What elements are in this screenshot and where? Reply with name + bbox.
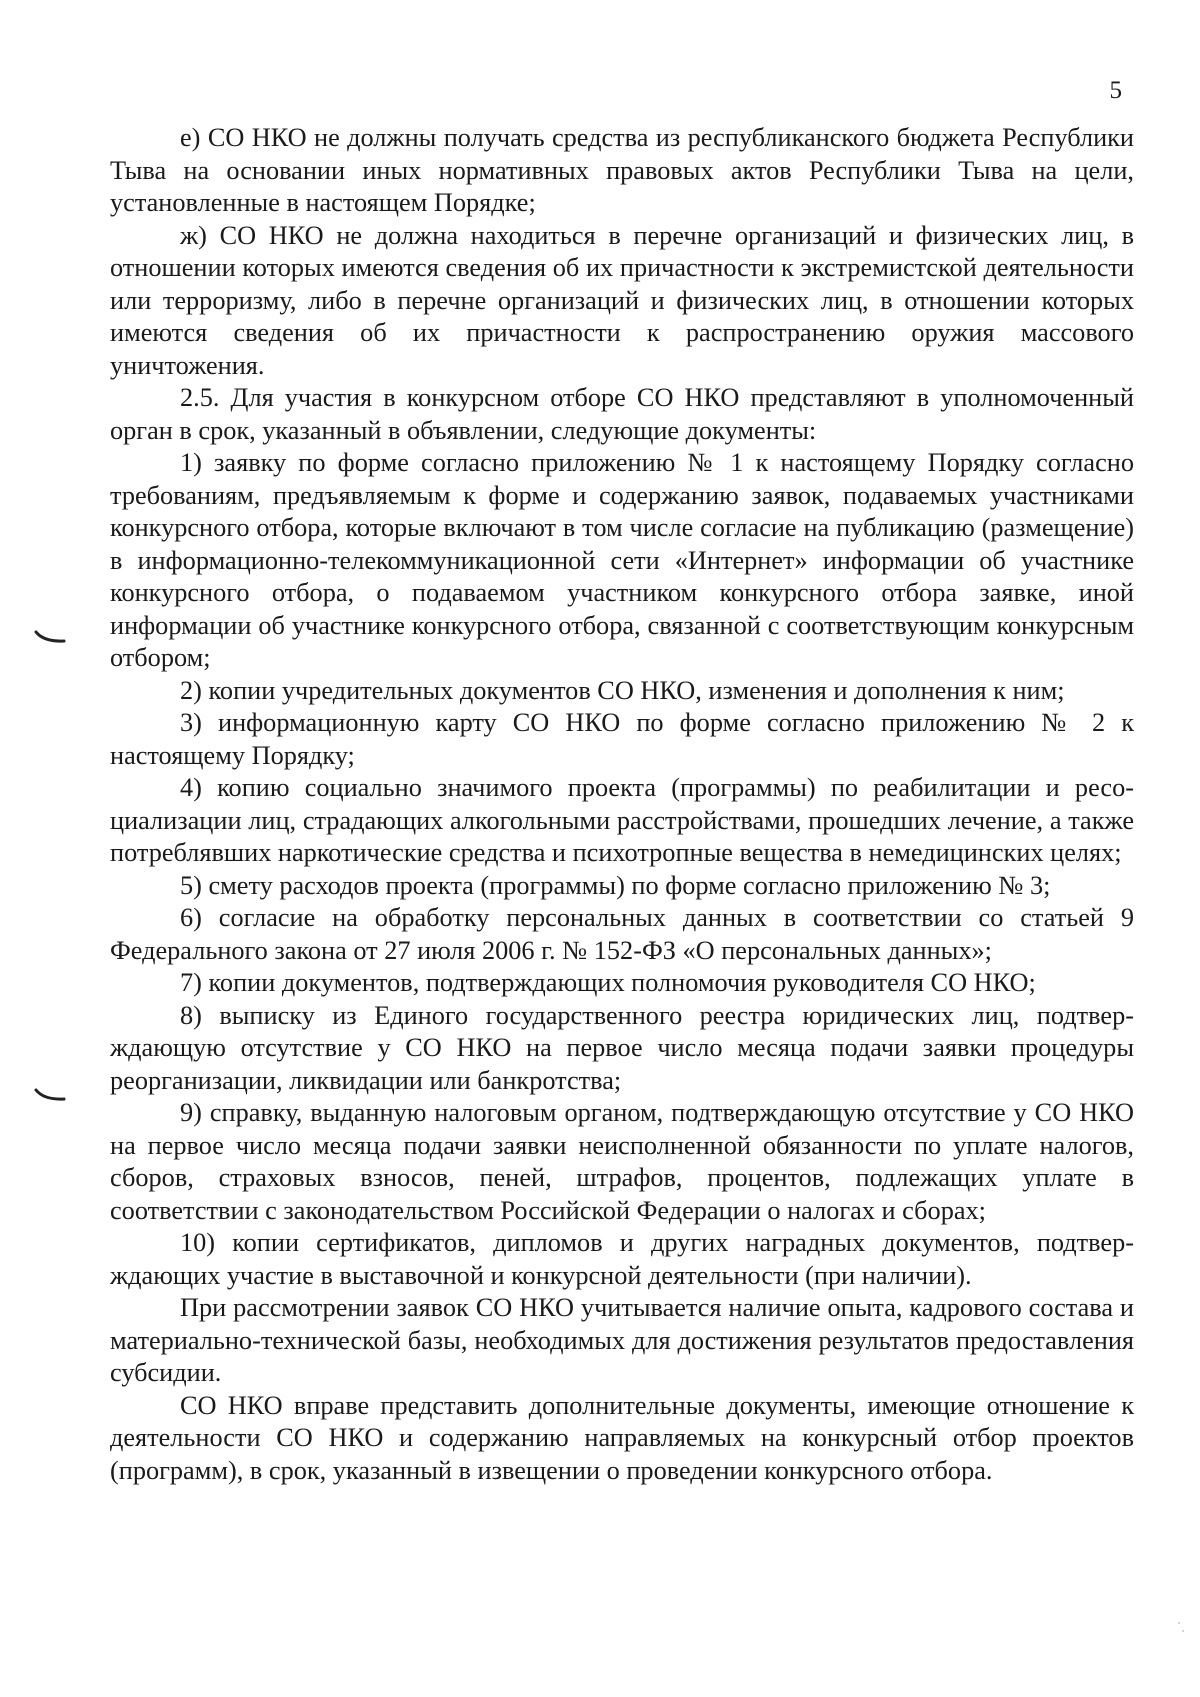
document-body: [110, 122, 1134, 1487]
margin-pencil-mark: [34, 630, 66, 644]
paragraph-section-2-5: 2.5. Для участия в конкурсном отборе СО НКО представляют в уполномоченный орган в срок, указанный в объявлении, следующие документы:: [110, 383, 1134, 445]
list-item-2: 2) копии учредительных документов СО НКО, изменения и дополнения к ним;: [180, 675, 1065, 705]
list-item-1: 1) заявку по форме согласно приложению № 1 к настоящему Порядку согласно требованиям, предъявляемым к форме и содержанию заявок, подаваемых участниками конкурсного отбора, которые включают в том числе согласие на публикацию (размещение) в информационно-телекоммуникационной сети «Интернет» информации об участнике конкурсного отбора, о подаваемом участником конкурсного отбора заявке, иной информации об участнике конкурсного отбора, связанной с соответствующим конкурсным отбором;: [110, 448, 1134, 672]
page-number: 5: [1109, 77, 1122, 104]
list-item-9: 9) справку, выданную налоговым органом, подтверждающую отсутствие у СО НКО на первое число месяца подачи заявки неисполненной обязанности по уплате налогов, сборов, страховых взносов, пеней, штрафов, процентов, подлежащих уплате в соответствии с законодательством Российской Федерации о налогах и сборах;: [110, 1098, 1134, 1225]
paragraph-additional-documents: СО НКО вправе представить дополнительные документы, имеющие отношение к деятельности СО НКО и содержанию направляемых на конкурсный отбор проектов (программ), в срок, указанный в извещении о проведении конкурсного отбора.: [110, 1390, 1134, 1485]
paragraph-item-zh: ж) СО НКО не должна находиться в перечне организаций и физических лиц, в отношении которых имеются сведения об их причастности к экстремистской деятельности или терроризму, либо в перечне организаций и физических лиц, в отношении которых имеются сведения об их причастности к распространению оружия массового уничтожения.: [110, 220, 1134, 380]
list-item-8: 8) выписку из Единого государственного реестра юридических лиц, подтверждающую отсутствие у СО НКО на первое число месяца подачи заявки процедуры реорганизации, ликвидации или банкротства;: [110, 1000, 1134, 1095]
list-item-10: 10) копии сертификатов, дипломов и других наградных документов, подтверждающих участие в выставочной и конкурсной деятельности (при наличии).: [110, 1228, 1134, 1290]
list-item-4: 4) копию социально значимого проекта (программы) по реабилитации и ресоциализации лиц, страдающих алкогольными расстройствами, прошедших лечение, а также потреблявших наркотические средства и психотропные вещества в немедицинских целях;: [110, 773, 1134, 867]
scan-speck: [1178, 1622, 1180, 1624]
margin-pencil-mark: [34, 1088, 66, 1102]
paragraph-review-criteria: При рассмотрении заявок СО НКО учитывается наличие опыта, кадрового состава и материально-технической базы, необходимых для достижения результатов предоставления субсидии.: [110, 1293, 1134, 1387]
paragraph-item-e: е) СО НКО не должны получать средства из республиканского бюджета Республики Тыва на основании иных нормативных правовых актов Республики Тыва на цели, установленные в настоящем Порядке;: [110, 123, 1134, 217]
list-item-5: 5) смету расходов проекта (программы) по форме согласно приложению № 3;: [180, 870, 1051, 900]
list-item-3: 3) информационную карту СО НКО по форме согласно приложению № 2 к настоящему Порядку;: [110, 708, 1134, 770]
list-item-7: 7) копии документов, подтверждающих полномочия руководителя СО НКО;: [180, 968, 1036, 997]
scan-speck: [1182, 1630, 1184, 1632]
list-item-6: 6) согласие на обработку персональных данных в соответствии со статьей 9 Федерального закона от 27 июля 2006 г. № 152-ФЗ «О персональных данных»;: [110, 903, 1134, 965]
